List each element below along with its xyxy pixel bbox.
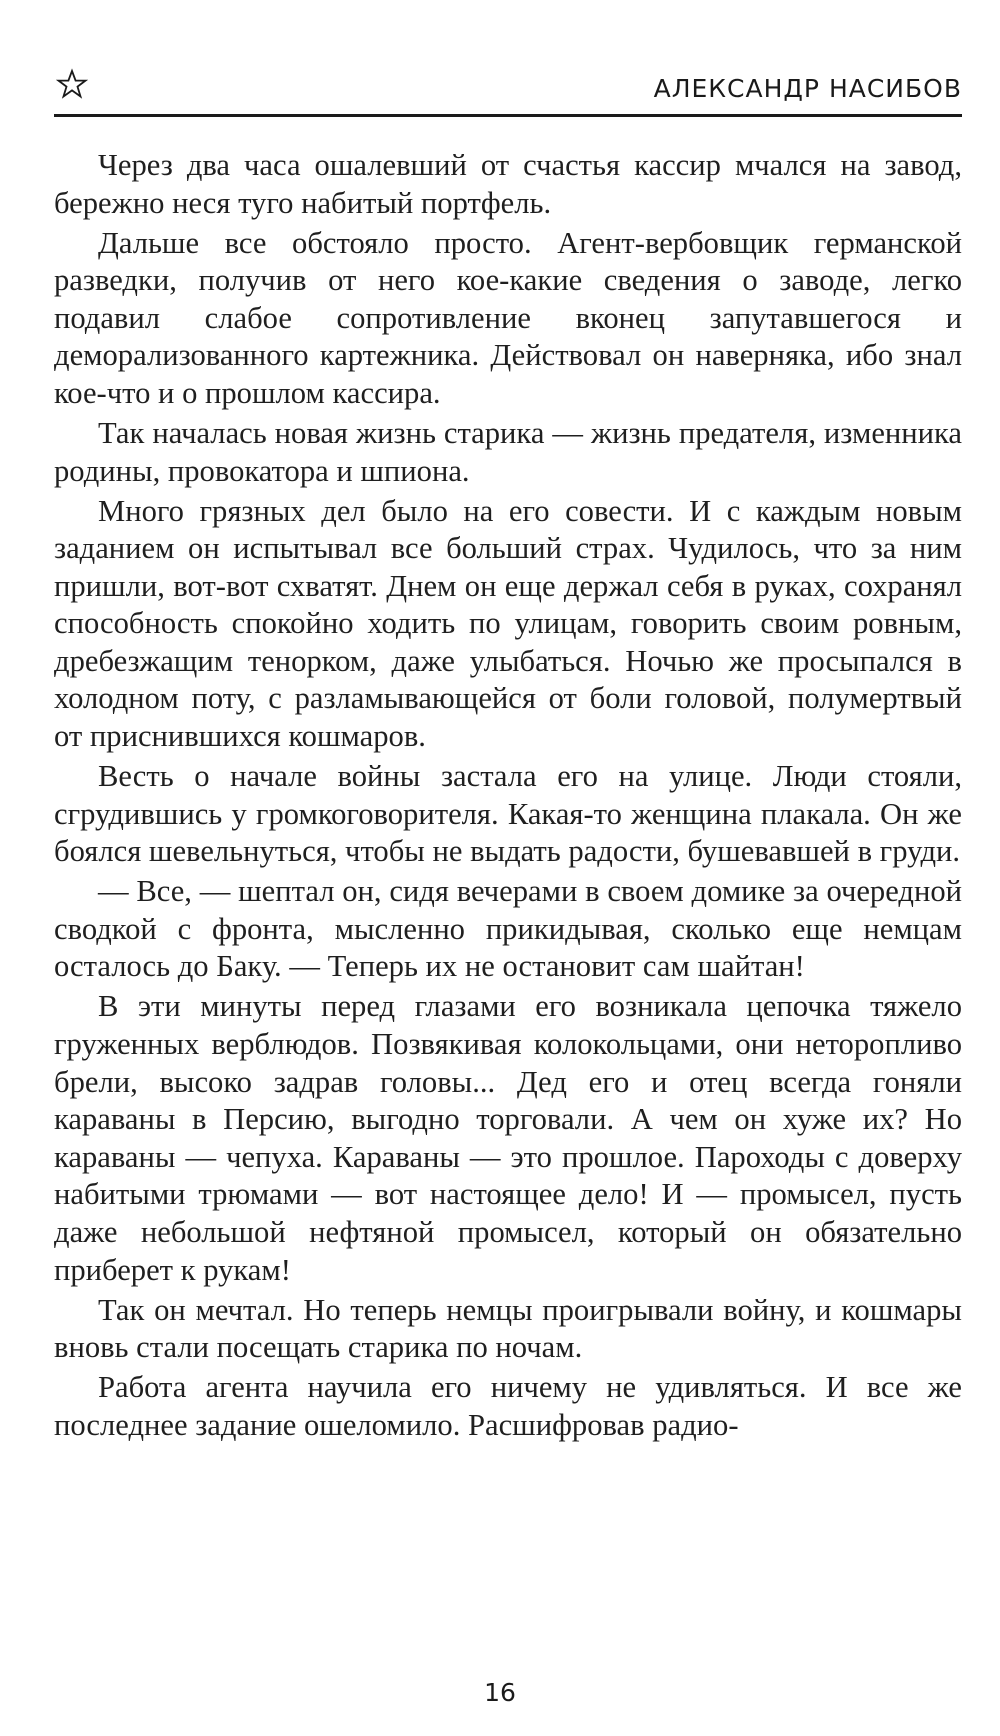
- paragraph: Через два часа ошалевший от счастья кассир мчался на завод, бережно неся туго набитый портфель.: [54, 148, 962, 220]
- page-number: 16: [484, 1678, 516, 1707]
- running-header: [54, 58, 962, 117]
- paragraph: Весть о начале войны застала его на улице. Люди стояли, сгрудившись у громкоговорителя. Какая-то женщина плакала. Он же боялся шевельнуться, чтобы не выдать радости, бушевавшей в груди.: [54, 759, 962, 869]
- running-header-author: АЛЕКСАНДР НАСИБОВ: [653, 74, 962, 103]
- paragraph: Дальше все обстояло просто. Агент-вербовщик германской разведки, получив от него кое-какие сведения о заводе, легко подавил слабое сопротивление вконец запутавшегося и деморализованного картежника. Действовал он наверняка, ибо знал кое-что и о прошлом кассира.: [54, 225, 962, 410]
- body-text: [54, 147, 962, 1444]
- book-page: [54, 58, 962, 1447]
- paragraph: В эти минуты перед глазами его возникала цепочка тяжело груженных верблюдов. Позвякивая колокольцами, они неторопливо брели, высоко задрав головы... Дед его и отец всегда гоняли караваны в Персию, выгодно торговали. А чем он хуже их? Но караваны — чепуха. Караваны — это прошлое. Пароходы с доверху набитыми трюмами — вот настоящее дело! И — промысел, пусть даже небольшой нефтяной промысел, который он обязательно приберет к рукам!: [54, 989, 962, 1287]
- paragraph: Так началась новая жизнь старика — жизнь предателя, изменника родины, провокатора и шпиона.: [54, 415, 962, 488]
- paragraph: Много грязных дел было на его совести. И с каждым новым заданием он испытывал все больший страх. Чудилось, что за ним пришли, вот-вот схватят. Днем он еще держал себя в руках, сохранял способность спокойно ходить по улицам, говорить своим ровным, дребезжащим тенорком, даже улыбаться. Ночью же просыпался в холодном поту, с разламывающейся от боли головой, полумертвый от приснившихся кошмаров.: [54, 493, 962, 754]
- paragraph: Так он мечтал. Но теперь немцы проигрывали войну, и кошмары вновь стали посещать старика по ночам.: [54, 1292, 962, 1365]
- star-outline-icon: [56, 68, 88, 100]
- paragraph: — Все, — шептал он, сидя вечерами в своем домике за очередной сводкой с фронта, мысленно прикидывая, сколько еще немцам осталось до Баку. — Теперь их не остановит сам шайтан!: [54, 874, 962, 984]
- paragraph: Работа агента научила его ничему не удивляться. И все же последнее задание ошеломило. Расшифровав радио-: [54, 1370, 962, 1442]
